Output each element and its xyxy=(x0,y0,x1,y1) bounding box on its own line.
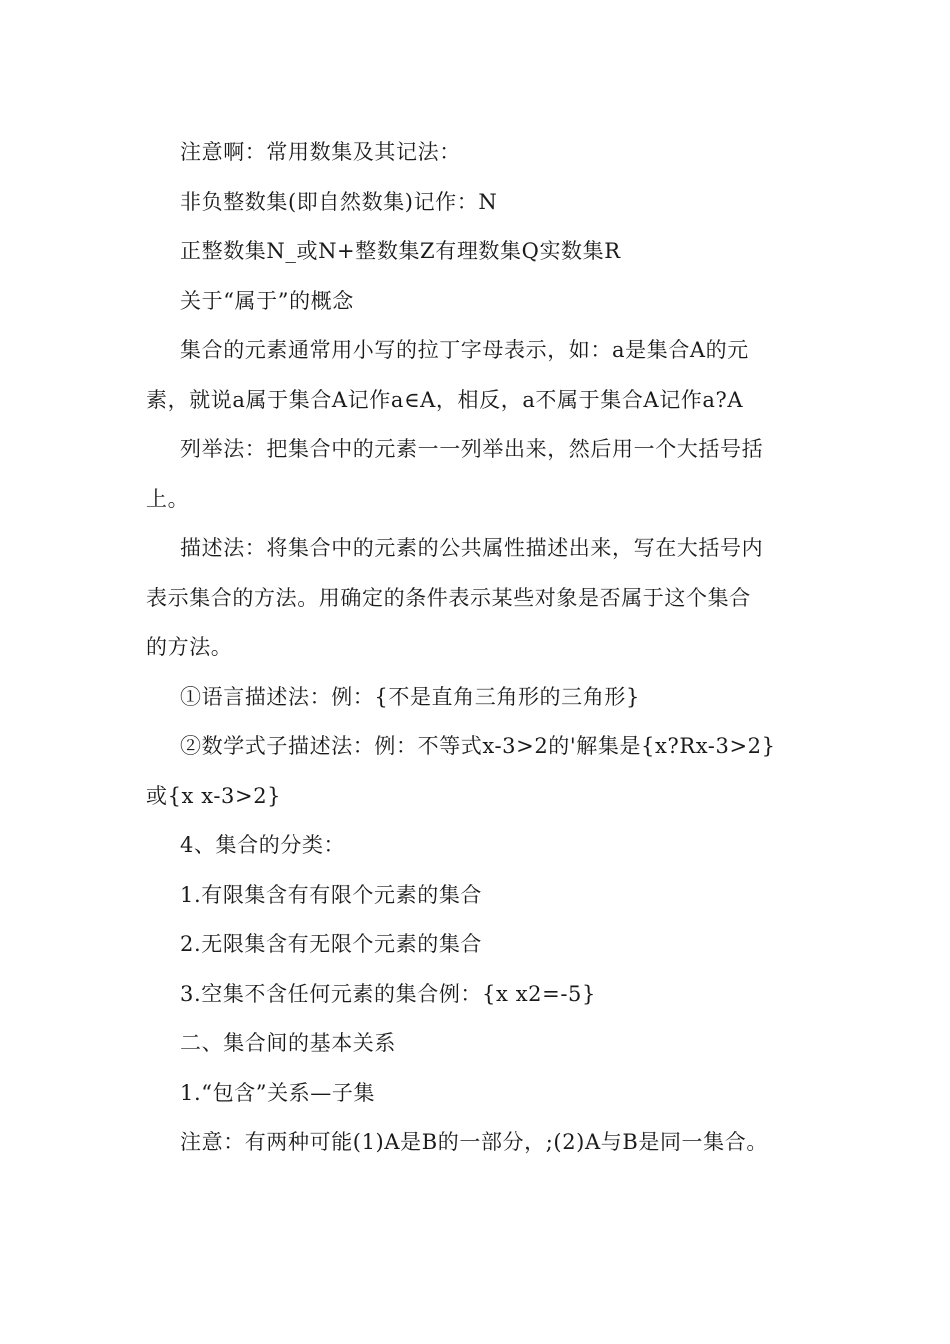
list-item: 3.空集不含任何元素的集合例：{x x2=-5} xyxy=(180,981,596,1006)
list-item: 1.“包含”关系—子集 xyxy=(180,1080,376,1105)
text-line: 正整数集N_或N+整数集Z有理数集Q实数集R xyxy=(180,239,621,263)
text-line: 的方法。 xyxy=(146,635,233,659)
text-line: 表示集合的方法。用确定的条件表示某些对象是否属于这个集合 xyxy=(146,585,751,610)
text-line: ①语言描述法：例：{不是直角三角形的三角形} xyxy=(180,684,640,709)
text-line: 非负整数集(即自然数集)记作：N xyxy=(180,189,498,214)
section-heading: 二、集合间的基本关系 xyxy=(180,1031,396,1055)
section-heading: 4、集合的分类： xyxy=(180,833,346,857)
text-line: 注意：有两种可能(1)A是B的一部分，;(2)A与B是同一集合。 xyxy=(180,1130,768,1154)
text-line: 上。 xyxy=(146,486,190,511)
text-line: 描述法：将集合中的元素的公共属性描述出来，写在大括号内 xyxy=(180,536,764,560)
list-item: 2.无限集含有无限个元素的集合 xyxy=(180,932,483,956)
text-line: 集合的元素通常用小写的拉丁字母表示，如：a是集合A的元 xyxy=(180,338,749,362)
document-body xyxy=(146,128,826,1168)
text-line: 素，就说a属于集合A记作a∈A，相反，a不属于集合A记作a?A xyxy=(146,387,744,412)
section-heading: 关于“属于”的概念 xyxy=(180,288,354,313)
text-line: 或{x x-3>2} xyxy=(146,783,282,808)
text-line: 注意啊：常用数集及其记法： xyxy=(180,140,461,164)
text-line: 列举法：把集合中的元素一一列举出来，然后用一个大括号括 xyxy=(180,437,764,461)
list-item: 1.有限集含有有限个元素的集合 xyxy=(180,882,483,907)
text-line: ②数学式子描述法：例：不等式x-3>2的'解集是{x?Rx-3>2} xyxy=(180,734,776,758)
